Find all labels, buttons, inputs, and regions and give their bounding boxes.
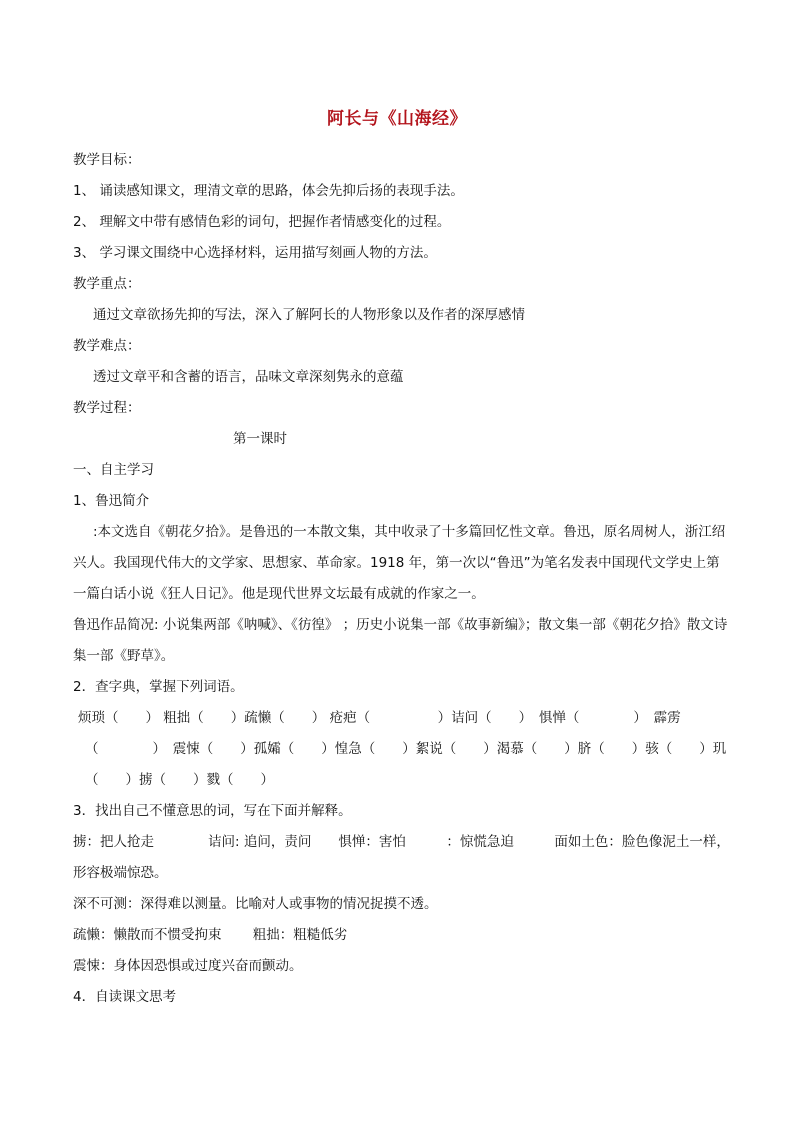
explain-heading: 3．找出自己不懂意思的词，写在下面并解释。 [73, 803, 352, 819]
difficulty-text: 透过文章平和含蓄的语言，品味文章深刻隽永的意蕴 [93, 369, 404, 385]
intro-paragraph: :本文选自《朝花夕拾》。是鲁迅的一本散文集，其中收录了十多篇回忆性文章。鲁迅，原名周树人，浙江绍兴人。我国现代伟大的文学家、思想家、革命家。1918 年，第一次以“鲁迅”为笔名发表中国现代文学史上第一篇白话小说《狂人日记》。他是现代世界文坛最有成就的作家之一。 [73, 524, 726, 602]
keypoint-heading: 教学重点： [73, 276, 141, 292]
vocab-row: （ ） 震悚（ ）孤孀（ ）惶急（ ）絮说（ ）渴慕（ ）脐（ ）骇（ ）玑 [85, 741, 727, 757]
selfread-heading: 4．自读课文思考 [73, 989, 177, 1005]
objective-item: 2、 理解文中带有感情色彩的词句，把握作者情感变化的过程。 [73, 214, 451, 230]
difficulty-heading: 教学难点： [73, 338, 141, 354]
document-title: 阿长与《山海经》 [327, 109, 467, 129]
objectives-heading: 教学目标： [73, 152, 141, 168]
lesson-label: 第一课时 [233, 431, 287, 447]
works-paragraph: 鲁迅作品简况: 小说集两部《呐喊》、《彷徨》 ；历史小说集一部《故事新编》；散文集一部《朝花夕拾》散文诗集一部《野草》。 [73, 617, 728, 664]
document-body [73, 145, 733, 1013]
explain-line: 深不可测：深得难以测量。比喻对人或事物的情况捉摸不透。 [73, 896, 438, 912]
vocab-row: （ ）掳（ ）戮（ ） [85, 772, 274, 788]
process-heading: 教学过程： [73, 400, 141, 416]
explain-line: 震悚：身体因恐惧或过度兴奋而颤动。 [73, 958, 303, 974]
section-heading: 一、自主学习 [73, 462, 154, 478]
explain-line: 疏懒：懒散而不惯受拘束 粗拙：粗糙低劣 [73, 927, 348, 943]
objective-item: 3、 学习课文围绕中心选择材料，运用描写刻画人物的方法。 [73, 245, 437, 261]
intro-heading: 1、鲁迅简介 [73, 493, 150, 509]
explain-paragraph: 掳：把人抢走 诘问: 追问，责问 惧惮：害怕 ：惊慌急迫 面如土色：脸色像泥土一样，形容极端惊恐。 [73, 834, 730, 881]
objective-item: 1、 诵读感知课文，理清文章的思路，体会先抑后扬的表现手法。 [73, 183, 464, 199]
keypoint-text: 通过文章欲扬先抑的写法，深入了解阿长的人物形象以及作者的深厚感情 [93, 307, 525, 323]
vocab-row: 烦琐（ ） 粗拙（ ）疏懒（ ） 疮疤（ ）诘问（ ） 惧惮（ ） 霹雳 [78, 710, 681, 726]
dict-heading: 2．查字典，掌握下列词语。 [73, 679, 244, 695]
